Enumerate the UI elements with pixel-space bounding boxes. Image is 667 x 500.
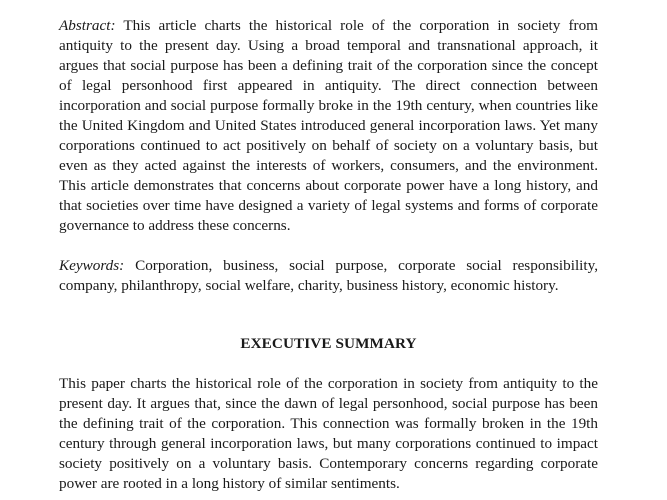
document-page	[59, 16, 598, 494]
abstract-paragraph	[59, 16, 598, 236]
executive-summary-paragraph: This paper charts the historical role of the corporation in society from antiquity to the present day. It argues that, since the dawn of legal personhood, social purpose has been the defining trait of the corporation. This connection was formally broken in the 19th century through general incorporation laws, but many corporations continued to impact society positively on a voluntary basis. Contemporary concerns regarding corporate power are rooted in a long history of similar sentiments.	[59, 375, 598, 492]
keywords-label: Keywords:	[59, 257, 125, 274]
executive-summary-heading: EXECUTIVE SUMMARY	[240, 335, 417, 352]
abstract-label: Abstract:	[59, 17, 116, 34]
keywords-paragraph	[59, 256, 598, 296]
abstract-text: This article charts the historical role of the corporation in society from antiquity to the present day. Using a broad temporal and transnational approach, it argues that social purpose has been a defining trait of the corporation since the concept of legal personhood first appeared in antiquity. The direct connection between incorporation and social purpose formally broke in the 19th century, when countries like the United Kingdom and United States introduced general incorporation laws. Yet many corporations continued to act positively on behalf of society on a voluntary basis, but even as they acted against the interests of workers, consumers, and the environment. This article demonstrates that concerns about corporate power have a long history, and that societies over time have designed a variety of legal systems and forms of corporate governance to address these concerns.	[59, 17, 598, 234]
keywords-text: Corporation, business, social purpose, corporate social responsibility, company, philanthropy, social welfare, charity, business history, economic history.	[59, 257, 599, 294]
